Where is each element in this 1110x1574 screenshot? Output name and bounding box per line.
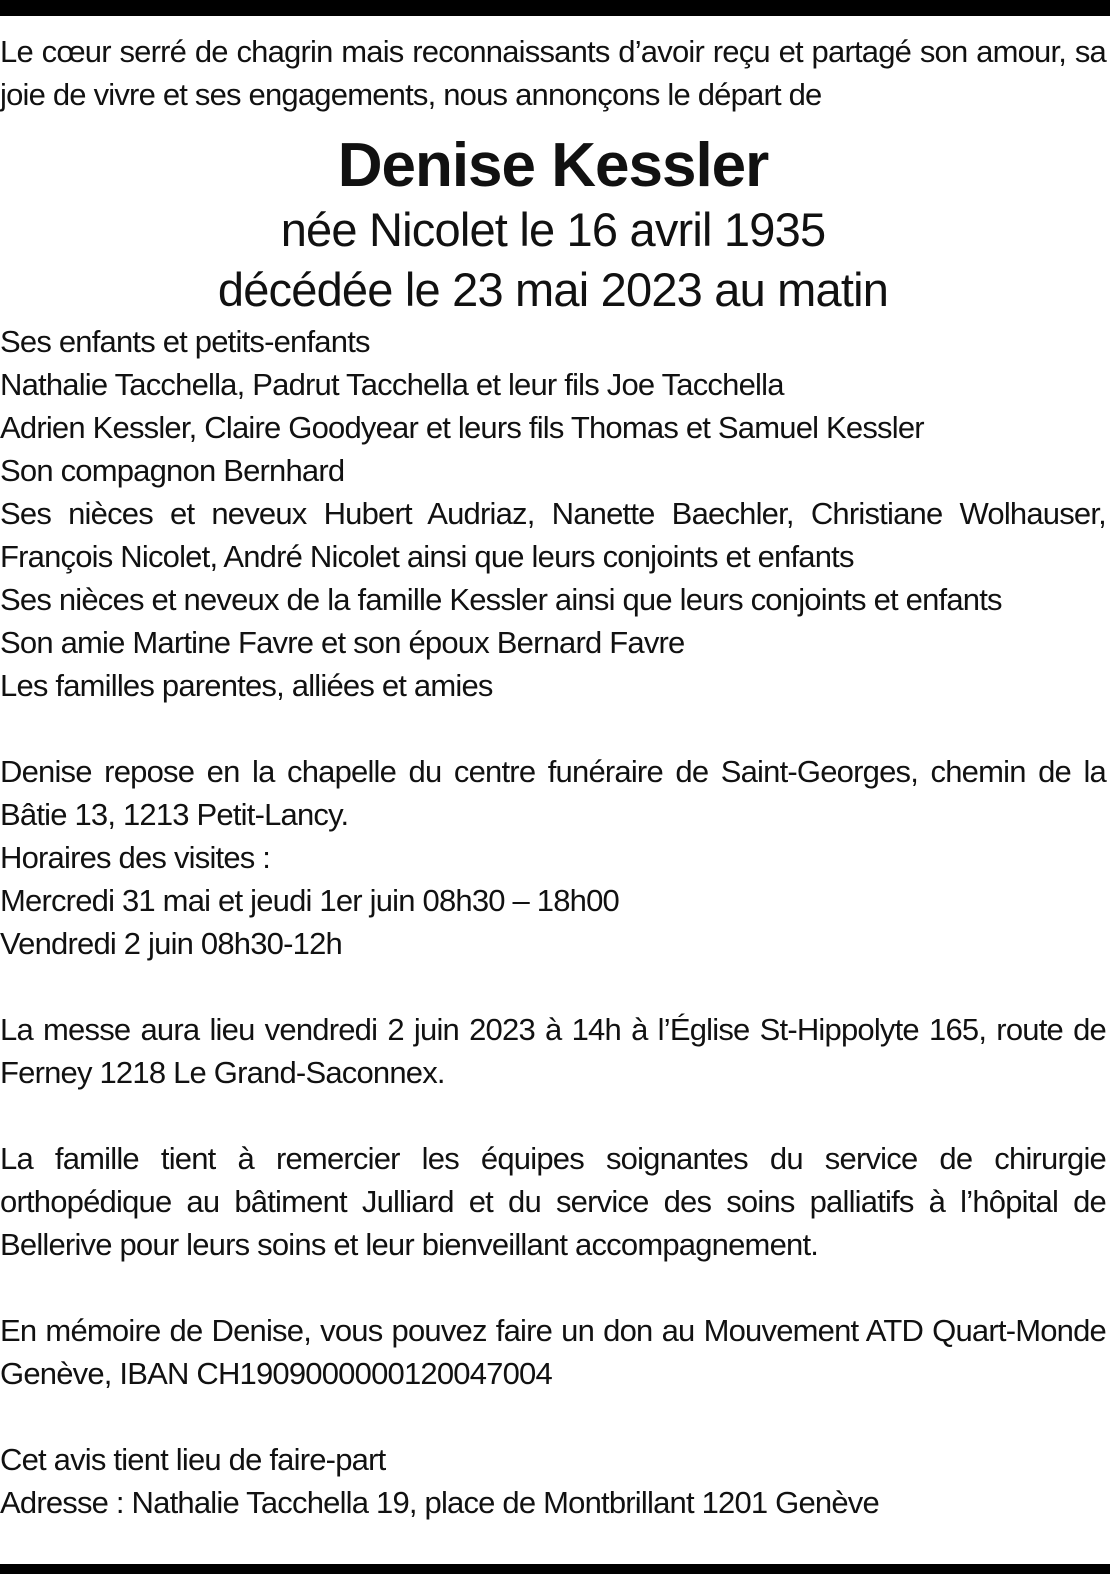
spacer [0, 1094, 1106, 1137]
closing-line: Cet avis tient lieu de faire-part [0, 1442, 386, 1477]
donation-paragraph: En mémoire de Denise, vous pouvez faire un don au Mouvement ATD Quart-Monde Genève, IBAN CH1909000000120047004 [0, 1313, 1106, 1391]
family-list [0, 320, 1106, 707]
deceased-name: Denise Kessler [337, 131, 769, 200]
family-line: Son amie Martine Favre et son époux Bernard Favre [0, 625, 685, 660]
family-line: Ses nièces et neveux Hubert Audriaz, Nanette Baechler, Christiane Wolhauser, François Nicolet, André Nicolet ainsi que leurs conjoints et enfants [0, 496, 1106, 574]
repose-paragraph: Denise repose en la chapelle du centre funéraire de Saint-Georges, chemin de la Bâtie 13, 1213 Petit-Lancy. [0, 754, 1106, 832]
spacer [0, 707, 1106, 750]
obituary-notice [0, 30, 1106, 1524]
family-line: Ses nièces et neveux de la famille Kessler ainsi que leurs conjoints et enfants [0, 582, 1002, 617]
top-border-rule [0, 0, 1110, 16]
family-line: Ses enfants et petits-enfants [0, 324, 370, 359]
family-line: Nathalie Tacchella, Padrut Tacchella et leur fils Joe Tacchella [0, 367, 784, 402]
intro-paragraph: Le cœur serré de chagrin mais reconnaissants d’avoir reçu et partagé son amour, sa joie de vivre et ses engagements, nous annonçons le départ de [0, 34, 1106, 112]
spacer [0, 1395, 1106, 1438]
bottom-border-rule [0, 1564, 1110, 1574]
birth-line: née Nicolet le 16 avril 1935 [280, 203, 826, 256]
mass-paragraph: La messe aura lieu vendredi 2 juin 2023 à 14h à l’Église St-Hippolyte 165, route de Ferney 1218 Le Grand-Saconnex. [0, 1012, 1106, 1090]
spacer [0, 1266, 1106, 1309]
death-line: décédée le 23 mai 2023 au matin [217, 263, 889, 316]
spacer [0, 965, 1106, 1008]
family-line: Les familles parentes, alliées et amies [0, 668, 493, 703]
visit-hours-line: Vendredi 2 juin 08h30-12h [0, 926, 342, 961]
visit-hours-line: Mercredi 31 mai et jeudi 1er juin 08h30 – 18h00 [0, 883, 619, 918]
thanks-paragraph: La famille tient à remercier les équipes soignantes du service de chirurgie orthopédique au bâtiment Julliard et du service des soins palliatifs à l’hôpital de Bellerive pour leurs soins et leur bienveillant accompagnement. [0, 1141, 1106, 1262]
family-line: Son compagnon Bernhard [0, 453, 345, 488]
address-line: Adresse : Nathalie Tacchella 19, place de Montbrillant 1201 Genève [0, 1485, 879, 1520]
family-line: Adrien Kessler, Claire Goodyear et leurs fils Thomas et Samuel Kessler [0, 410, 924, 445]
visits-heading: Horaires des visites : [0, 840, 271, 875]
